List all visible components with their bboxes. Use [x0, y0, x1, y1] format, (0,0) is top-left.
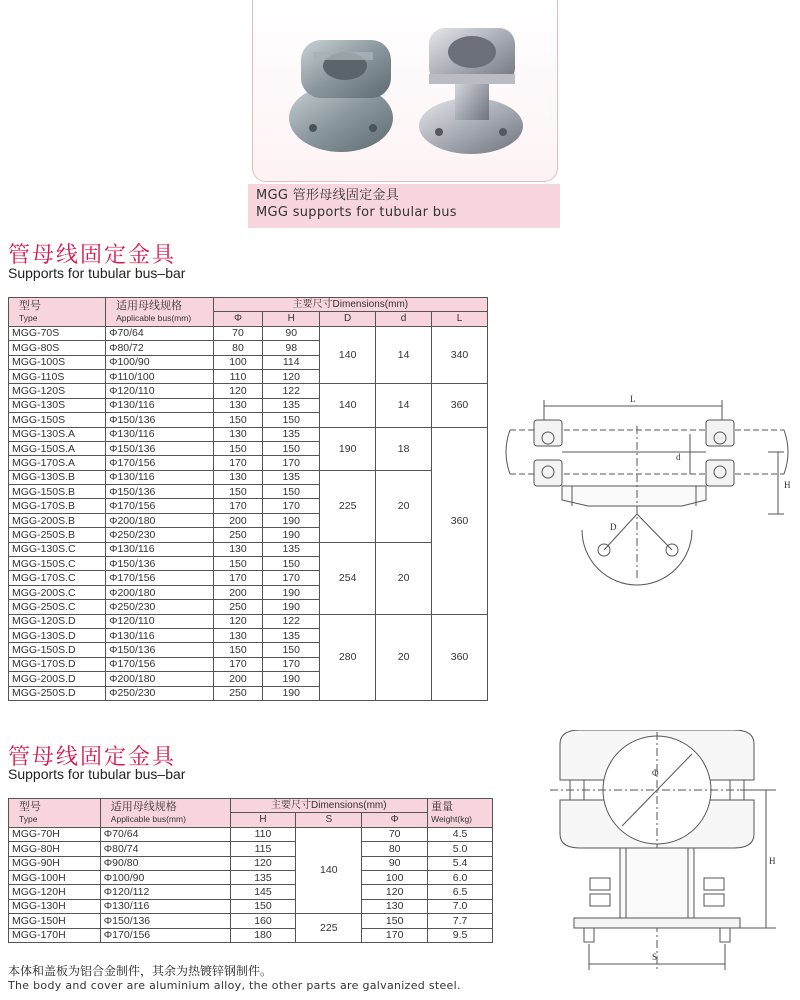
cell-s: 140 — [296, 827, 362, 913]
cell-phi: 130 — [213, 542, 263, 556]
table-row — [9, 470, 488, 484]
cell-type: MGG-170S.D — [9, 657, 106, 671]
footer-note-en: The body and cover are aluminium alloy, the other parts are galvanized steel. — [8, 979, 461, 992]
header-weight-cn: 重量 — [431, 800, 454, 813]
cell-phi: 150 — [362, 914, 428, 928]
cell-l: 360 — [432, 384, 488, 427]
cell-bus: Φ130/116 — [100, 899, 230, 913]
cell-type: MGG-150S — [9, 413, 106, 427]
spec-table-s — [8, 297, 488, 701]
cell-weight: 5.0 — [428, 842, 493, 856]
cell-d-big: 140 — [320, 326, 376, 384]
cell-d-small: 20 — [376, 542, 432, 614]
header-bus — [106, 298, 214, 327]
cell-h: 150 — [263, 485, 320, 499]
cell-h: 170 — [263, 657, 320, 671]
cell-h: 190 — [263, 672, 320, 686]
cell-type: MGG-130S.D — [9, 628, 106, 642]
cell-phi: 130 — [213, 470, 263, 484]
dim-label-s: S — [652, 952, 658, 962]
table-row — [9, 914, 493, 928]
cell-d-small: 20 — [376, 614, 432, 700]
cell-bus: Φ80/72 — [106, 341, 214, 355]
dim-label-h2: H — [769, 856, 776, 866]
cell-type: MGG-130S.A — [9, 427, 106, 441]
cell-d-big: 225 — [320, 470, 376, 542]
cell-phi: 110 — [213, 369, 263, 383]
cell-type: MGG-150S.D — [9, 643, 106, 657]
header-type-en: Type — [19, 312, 38, 323]
cell-weight: 5.4 — [428, 856, 493, 870]
table-row — [9, 542, 488, 556]
photo-caption — [248, 184, 560, 228]
caption-en: MGG supports for tubular bus — [256, 205, 457, 220]
cell-bus: Φ170/156 — [106, 499, 214, 513]
cell-type: MGG-130S — [9, 398, 106, 412]
cell-l: 360 — [432, 614, 488, 700]
footer-note-cn: 本体和盖板为铝合金制件，其余为热镀锌钢制件。 — [8, 964, 273, 978]
cell-phi: 170 — [213, 456, 263, 470]
cell-h: 190 — [263, 528, 320, 542]
cell-phi: 250 — [213, 686, 263, 700]
header-bus-en: Applicable bus(mm) — [116, 312, 192, 323]
cell-h: 150 — [263, 557, 320, 571]
cell-h: 145 — [230, 885, 296, 899]
cell-phi: 150 — [213, 441, 263, 455]
cell-weight: 4.5 — [428, 827, 493, 841]
caption-cn: MGG 管形母线固定金具 — [256, 188, 400, 203]
table-row — [9, 856, 493, 870]
cell-type: MGG-120S — [9, 384, 106, 398]
section2-title-cn: 管母线固定金具 — [8, 745, 177, 770]
cell-type: MGG-130H — [9, 899, 101, 913]
cell-bus: Φ200/180 — [106, 585, 214, 599]
cell-bus: Φ150/136 — [100, 914, 230, 928]
cell-bus: Φ170/156 — [100, 928, 230, 942]
header-dimensions: 主要尺寸Dimensions(mm) — [230, 799, 428, 813]
header-type — [9, 799, 101, 828]
cell-weight: 6.0 — [428, 870, 493, 884]
cell-h: 114 — [263, 355, 320, 369]
header-phi: Φ — [213, 312, 263, 326]
cell-h: 190 — [263, 513, 320, 527]
cell-type: MGG-90H — [9, 856, 101, 870]
header-d-big: D — [320, 312, 376, 326]
cell-h: 190 — [263, 600, 320, 614]
cell-h: 122 — [263, 384, 320, 398]
cell-type: MGG-170S.B — [9, 499, 106, 513]
cell-phi: 170 — [362, 928, 428, 942]
cell-h: 190 — [263, 585, 320, 599]
cell-phi: 250 — [213, 528, 263, 542]
cell-type: MGG-120H — [9, 885, 101, 899]
header-h: H — [230, 813, 296, 827]
cell-bus: Φ150/136 — [106, 485, 214, 499]
cell-bus: Φ200/180 — [106, 672, 214, 686]
cell-type: MGG-80S — [9, 341, 106, 355]
cell-bus: Φ90/80 — [100, 856, 230, 870]
cell-h: 190 — [263, 686, 320, 700]
header-type-cn: 型号 — [19, 299, 41, 312]
header-bus-cn: 适用母线规格 — [110, 800, 177, 813]
cell-h: 135 — [263, 398, 320, 412]
spec-table-h — [8, 798, 493, 943]
cell-bus: Φ250/230 — [106, 528, 214, 542]
cell-d-big: 190 — [320, 427, 376, 470]
cell-bus: Φ250/230 — [106, 686, 214, 700]
header-weight — [428, 799, 493, 828]
dim-label-phi: Φ — [652, 768, 659, 778]
cell-phi: 100 — [362, 870, 428, 884]
drawing-h-type — [540, 730, 780, 980]
cell-type: MGG-200S.B — [9, 513, 106, 527]
cell-weight: 7.7 — [428, 914, 493, 928]
cell-d-small: 20 — [376, 470, 432, 542]
cell-phi: 120 — [362, 885, 428, 899]
header-weight-en: Weight(kg) — [431, 813, 473, 824]
cell-bus: Φ120/112 — [100, 885, 230, 899]
cell-bus: Φ130/116 — [106, 542, 214, 556]
cell-type: MGG-200S.D — [9, 672, 106, 686]
cell-bus: Φ170/156 — [106, 657, 214, 671]
cell-type: MGG-70H — [9, 827, 101, 841]
cell-h: 115 — [230, 842, 296, 856]
cell-type: MGG-250S.C — [9, 600, 106, 614]
section2-title-en: Supports for tubular bus–bar — [8, 766, 186, 782]
cell-bus: Φ130/116 — [106, 427, 214, 441]
cell-bus: Φ200/180 — [106, 513, 214, 527]
cell-bus: Φ130/116 — [106, 398, 214, 412]
cell-type: MGG-200S.C — [9, 585, 106, 599]
cell-h: 110 — [230, 827, 296, 841]
dim-label-h: H — [784, 480, 791, 490]
dim-label-d-big: D — [610, 522, 617, 532]
cell-type: MGG-70S — [9, 326, 106, 340]
table-row — [9, 870, 493, 884]
cell-bus: Φ100/90 — [106, 355, 214, 369]
cell-phi: 120 — [213, 614, 263, 628]
cell-phi: 250 — [213, 600, 263, 614]
cell-phi: 130 — [362, 899, 428, 913]
cell-s: 225 — [296, 914, 362, 943]
table-row — [9, 326, 488, 340]
cell-h: 160 — [230, 914, 296, 928]
cell-h: 120 — [263, 369, 320, 383]
cell-l: 360 — [432, 427, 488, 614]
cell-bus: Φ150/136 — [106, 441, 214, 455]
cell-bus: Φ130/116 — [106, 628, 214, 642]
cell-phi: 150 — [213, 557, 263, 571]
header-bus — [100, 799, 230, 828]
cell-h: 120 — [230, 856, 296, 870]
cell-h: 135 — [263, 542, 320, 556]
cell-phi: 100 — [213, 355, 263, 369]
cell-phi: 150 — [213, 485, 263, 499]
cell-h: 170 — [263, 456, 320, 470]
cell-phi: 200 — [213, 513, 263, 527]
cell-type: MGG-100H — [9, 870, 101, 884]
cell-bus: Φ100/90 — [100, 870, 230, 884]
dim-label-d: d — [676, 452, 681, 462]
header-dimensions: 主要尺寸Dimensions(mm) — [213, 298, 487, 312]
cell-bus: Φ110/100 — [106, 369, 214, 383]
cell-type: MGG-130S.B — [9, 470, 106, 484]
cell-d-small: 18 — [376, 427, 432, 470]
cell-d-small: 14 — [376, 326, 432, 384]
cell-type: MGG-250S.B — [9, 528, 106, 542]
table-row — [9, 427, 488, 441]
header-phi: Φ — [362, 813, 428, 827]
cell-h: 170 — [263, 571, 320, 585]
cell-h: 180 — [230, 928, 296, 942]
header-d-small: d — [376, 312, 432, 326]
header-bus-cn: 适用母线规格 — [116, 299, 183, 312]
cell-phi: 170 — [213, 571, 263, 585]
cell-d-small: 14 — [376, 384, 432, 427]
section1-title-en: Supports for tubular bus–bar — [8, 265, 186, 281]
cell-h: 135 — [263, 628, 320, 642]
table-row — [9, 827, 493, 841]
cell-phi: 130 — [213, 427, 263, 441]
table-row — [9, 384, 488, 398]
cell-phi: 150 — [213, 643, 263, 657]
cell-type: MGG-170H — [9, 928, 101, 942]
cell-type: MGG-170S.A — [9, 456, 106, 470]
cell-type: MGG-150S.C — [9, 557, 106, 571]
cell-type: MGG-110S — [9, 369, 106, 383]
header-type-en: Type — [19, 813, 38, 824]
cell-bus: Φ250/230 — [106, 600, 214, 614]
cell-phi: 130 — [213, 628, 263, 642]
table-row — [9, 885, 493, 899]
cell-phi: 70 — [362, 827, 428, 841]
cell-h: 135 — [263, 470, 320, 484]
cell-bus: Φ70/64 — [106, 326, 214, 340]
product-photo — [253, 0, 559, 182]
cell-phi: 120 — [213, 384, 263, 398]
table-header-row — [9, 799, 493, 813]
cell-phi: 70 — [213, 326, 263, 340]
cell-h: 150 — [263, 441, 320, 455]
cell-h: 122 — [263, 614, 320, 628]
cell-type: MGG-100S — [9, 355, 106, 369]
cell-phi: 80 — [213, 341, 263, 355]
cell-d-big: 254 — [320, 542, 376, 614]
cell-weight: 6.5 — [428, 885, 493, 899]
cell-phi: 170 — [213, 499, 263, 513]
cell-bus: Φ170/156 — [106, 571, 214, 585]
cell-phi: 150 — [213, 413, 263, 427]
cell-d-big: 140 — [320, 384, 376, 427]
header-s: S — [296, 813, 362, 827]
cell-phi: 170 — [213, 657, 263, 671]
cell-type: MGG-150H — [9, 914, 101, 928]
cell-type: MGG-120S.D — [9, 614, 106, 628]
cell-h: 98 — [263, 341, 320, 355]
cell-h: 90 — [263, 326, 320, 340]
cell-bus: Φ120/110 — [106, 384, 214, 398]
product-photo-card — [252, 0, 558, 182]
cell-bus: Φ150/136 — [106, 557, 214, 571]
cell-phi: 200 — [213, 585, 263, 599]
cell-d-big: 280 — [320, 614, 376, 700]
cell-type: MGG-130S.C — [9, 542, 106, 556]
cell-phi: 130 — [213, 398, 263, 412]
cell-h: 135 — [230, 870, 296, 884]
table-row — [9, 614, 488, 628]
header-h: H — [263, 312, 320, 326]
cell-phi: 200 — [213, 672, 263, 686]
cell-h: 150 — [263, 643, 320, 657]
cell-h: 150 — [230, 899, 296, 913]
cell-bus: Φ80/74 — [100, 842, 230, 856]
cell-bus: Φ170/156 — [106, 456, 214, 470]
cell-bus: Φ120/110 — [106, 614, 214, 628]
table-row — [9, 899, 493, 913]
cell-bus: Φ130/116 — [106, 470, 214, 484]
dim-label-l: L — [630, 394, 636, 404]
cell-phi: 90 — [362, 856, 428, 870]
cell-phi: 80 — [362, 842, 428, 856]
drawing-s-type — [500, 390, 800, 600]
cell-h: 135 — [263, 427, 320, 441]
cell-type: MGG-80H — [9, 842, 101, 856]
cell-l: 340 — [432, 326, 488, 384]
cell-type: MGG-150S.A — [9, 441, 106, 455]
cell-type: MGG-250S.D — [9, 686, 106, 700]
header-bus-en: Applicable bus(mm) — [110, 813, 186, 824]
table-row — [9, 842, 493, 856]
header-type-cn: 型号 — [19, 800, 41, 813]
table-row — [9, 928, 493, 942]
cell-type: MGG-170S.C — [9, 571, 106, 585]
cell-type: MGG-150S.B — [9, 485, 106, 499]
table-header-row — [9, 298, 488, 312]
cell-h: 150 — [263, 413, 320, 427]
section1-title-cn: 管母线固定金具 — [8, 243, 177, 268]
cell-bus: Φ150/136 — [106, 643, 214, 657]
cell-bus: Φ70/64 — [100, 827, 230, 841]
cell-weight: 9.5 — [428, 928, 493, 942]
header-l: L — [432, 312, 488, 326]
header-type — [9, 298, 106, 327]
cell-h: 170 — [263, 499, 320, 513]
cell-bus: Φ150/136 — [106, 413, 214, 427]
cell-weight: 7.0 — [428, 899, 493, 913]
